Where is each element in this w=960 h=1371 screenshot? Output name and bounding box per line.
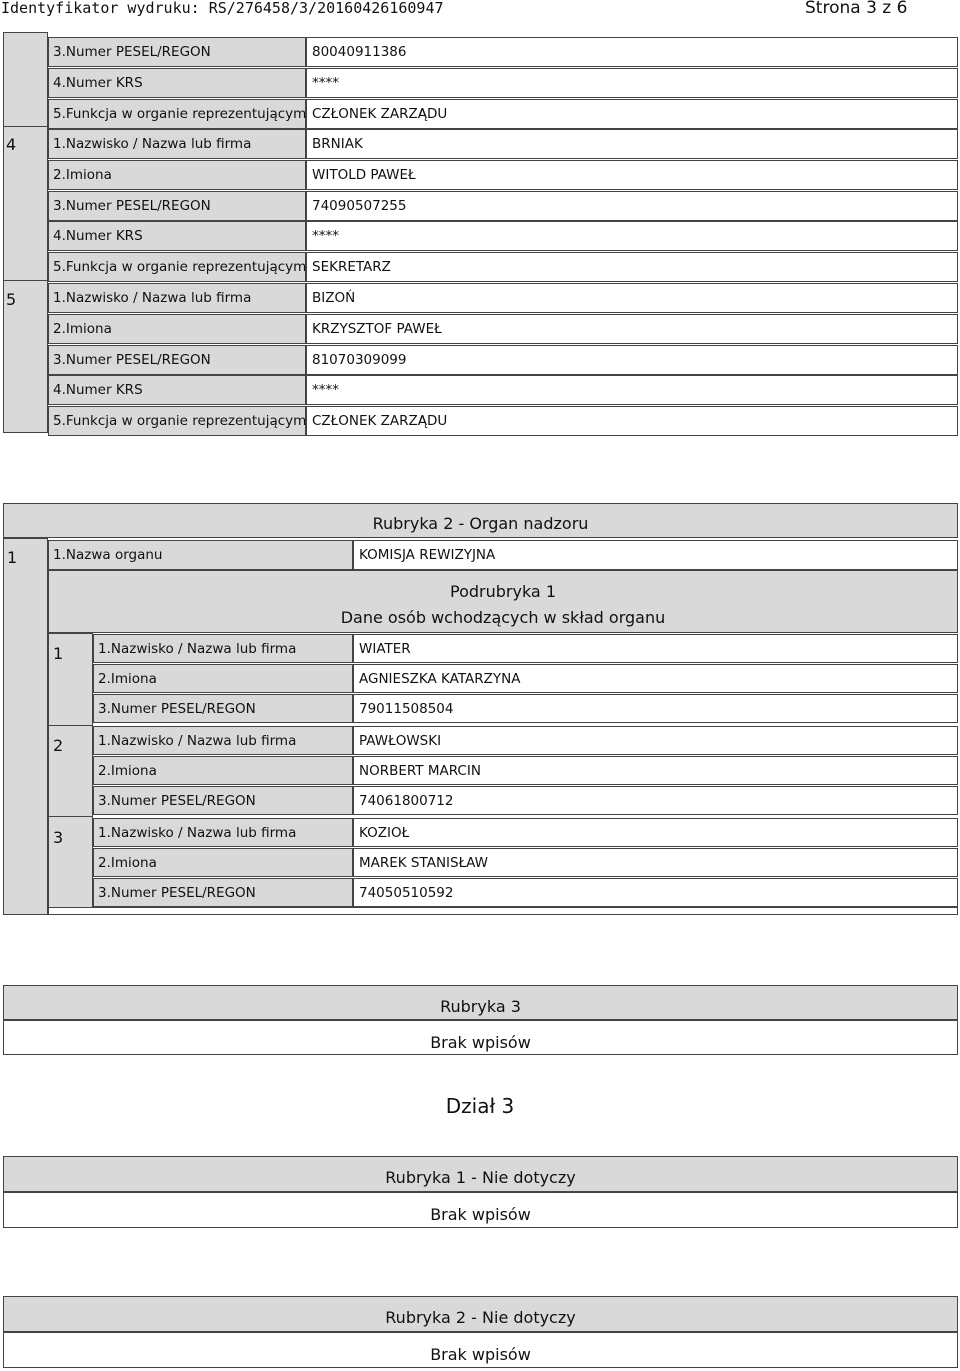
rubryka1-title: Rubryka 1 - Nie dotyczy — [385, 1168, 576, 1187]
row-label: 2.Imiona — [53, 166, 112, 183]
row-label: 4.Numer KRS — [53, 382, 143, 399]
row-value: 74090507255 — [312, 197, 407, 214]
member-index: 4 — [6, 135, 17, 154]
row-value: KOZIOŁ — [359, 825, 410, 841]
row-value: SEKRETARZ — [312, 259, 391, 276]
row-value: BIZOŃ — [312, 290, 356, 306]
page-number: Strona 3 z 6 — [805, 0, 908, 18]
row-value-cell — [306, 252, 958, 282]
subsection-subtitle: Dane osób wchodzących w skład organu — [340, 608, 666, 627]
row-label: 2.Imiona — [53, 320, 112, 337]
row-label: 3.Numer PESEL/REGON — [98, 793, 256, 809]
row-label: 3.Numer PESEL/REGON — [98, 701, 256, 717]
rubryka1-empty-text: Brak wpisów — [430, 1205, 531, 1224]
rubryka3-title: Rubryka 3 — [440, 997, 521, 1016]
member-index: 5 — [6, 290, 17, 309]
rubryka2-empty-text: Brak wpisów — [430, 1345, 531, 1364]
person-index: 2 — [53, 736, 64, 755]
print-identifier: Identyfikator wydruku: RS/276458/3/20160426160947 — [1, 0, 444, 17]
row-value: MAREK STANISŁAW — [359, 855, 489, 871]
row-label: 1.Nazwisko / Nazwa lub firma — [53, 136, 252, 152]
rubryka2-title: Rubryka 2 - Nie dotyczy — [385, 1308, 576, 1327]
supervisory-index-column — [3, 538, 48, 915]
row-label: 2.Imiona — [98, 671, 157, 687]
row-value: CZŁONEK ZARZĄDU — [312, 106, 448, 122]
row-label: 5.Funkcja w organie reprezentującym — [53, 106, 307, 122]
row-label: 1.Nazwisko / Nazwa lub firma — [98, 733, 297, 749]
row-value-cell — [353, 726, 958, 755]
organ-index: 1 — [7, 548, 18, 567]
row-label: 2.Imiona — [98, 763, 157, 779]
row-value: 79011508504 — [359, 701, 454, 717]
row-label: 4.Numer KRS — [53, 75, 143, 91]
row-value-cell — [353, 818, 958, 847]
section-heading: Dział 3 — [445, 1094, 515, 1118]
row-value-cell — [306, 221, 958, 251]
row-value: PAWŁOWSKI — [359, 733, 442, 749]
row-value: **** — [312, 75, 339, 91]
row-label: 5.Funkcja w organie reprezentującym — [53, 413, 307, 430]
row-value: **** — [312, 382, 339, 399]
row-label: 3.Numer PESEL/REGON — [53, 351, 211, 368]
person-index: 3 — [53, 828, 64, 847]
subsection-title: Podrubryka 1 — [450, 582, 556, 601]
row-value: WIATER — [359, 641, 411, 657]
table-end-strip — [48, 907, 958, 915]
row-value: 81070309099 — [312, 351, 407, 368]
row-value: **** — [312, 228, 339, 245]
row-label: 4.Numer KRS — [53, 228, 143, 245]
row-value: KRZYSZTOF PAWEŁ — [312, 320, 442, 337]
row-value: 74050510592 — [359, 885, 454, 901]
supervisory-title: Rubryka 2 - Organ nadzoru — [372, 514, 589, 533]
rubryka3-empty-text: Brak wpisów — [430, 1033, 531, 1052]
row-label: 3.Numer PESEL/REGON — [53, 44, 211, 60]
row-value: 74061800712 — [359, 793, 454, 809]
row-value-cell — [353, 634, 958, 663]
organ-label: 1.Nazwa organu — [53, 547, 163, 563]
row-label: 3.Numer PESEL/REGON — [98, 885, 256, 901]
row-value-cell — [306, 129, 958, 159]
row-value: BRNIAK — [312, 136, 363, 152]
row-label: 1.Nazwisko / Nazwa lub firma — [53, 290, 252, 306]
row-value: CZŁONEK ZARZĄDU — [312, 413, 448, 430]
row-label: 3.Numer PESEL/REGON — [53, 197, 211, 214]
organ-value: KOMISJA REWIZYJNA — [359, 547, 496, 563]
row-value-cell — [306, 283, 958, 313]
row-label: 2.Imiona — [98, 855, 157, 871]
row-value: WITOLD PAWEŁ — [312, 166, 416, 183]
row-value: AGNIESZKA KATARZYNA — [359, 671, 521, 687]
row-value-cell — [306, 68, 958, 98]
row-label: 1.Nazwisko / Nazwa lub firma — [98, 641, 297, 657]
person-index: 1 — [53, 644, 64, 663]
row-value-cell — [306, 375, 958, 405]
row-value: 80040911386 — [312, 44, 407, 60]
row-label: 5.Funkcja w organie reprezentującym — [53, 259, 307, 276]
row-value: NORBERT MARCIN — [359, 763, 481, 779]
row-label: 1.Nazwisko / Nazwa lub firma — [98, 825, 297, 841]
